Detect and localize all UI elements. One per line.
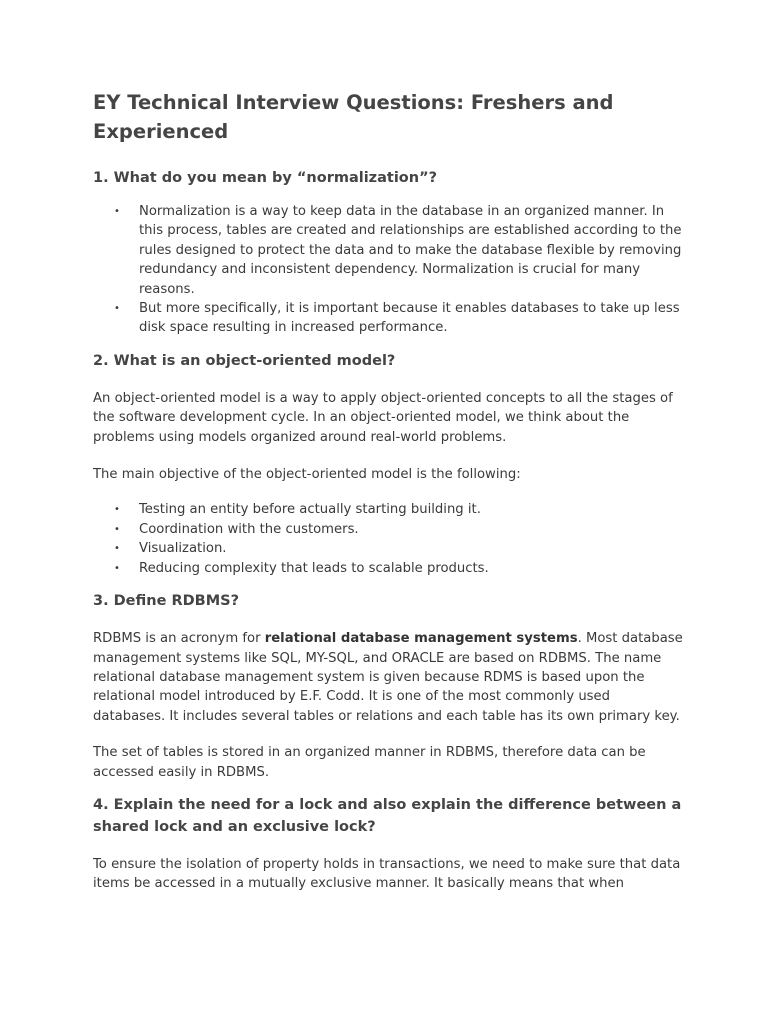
list-item-text: Visualization. xyxy=(139,541,227,557)
list-item-text: But more specifically, it is important because it enables databases to take up less disk space resulting in increased performance. xyxy=(139,301,680,336)
question-4-paragraph: To ensure the isolation of property holds in transactions, we need to make sure that data items be accessed in a mutually exclusive manner. It basically means that when xyxy=(93,856,681,892)
question-2-heading: 2. What is an object-oriented model? xyxy=(93,352,396,369)
list-item-text: Reducing complexity that leads to scalable products. xyxy=(139,560,489,576)
question-3-paragraph-2: The set of tables is stored in an organized manner in RDBMS, therefore data can be accessed easily in RDBMS. xyxy=(93,745,646,780)
paragraph-text: . Most database management systems like SQL, MY-SQL, and ORACLE are based on RDBMS. The name relational database management system is given because RDMS is based upon the relational model introduced by E.F. Codd. It is one of the most commonly used databases. It includes several tables or relations and each table has its own primary key. xyxy=(93,631,683,724)
bullet-icon: • xyxy=(114,303,120,315)
question-2-bullet-list xyxy=(93,500,683,578)
bullet-icon: • xyxy=(114,543,120,555)
bullet-icon: • xyxy=(114,206,120,217)
question-2-intro: The main objective of the object-oriented model is the following: xyxy=(93,467,521,483)
list-item xyxy=(93,202,683,299)
question-3-heading: 3. Define RDBMS? xyxy=(93,593,240,610)
bullet-icon: • xyxy=(114,523,120,535)
list-item-text: Testing an entity before actually starting building it. xyxy=(139,502,481,518)
paragraph-text: RDBMS is an acronym for xyxy=(93,631,265,647)
question-3-paragraph xyxy=(93,629,683,726)
list-item xyxy=(93,299,683,338)
list-item-text: Coordination with the customers. xyxy=(139,521,359,537)
bullet-icon: • xyxy=(114,562,120,574)
question-4-heading: 4. Explain the need for a lock and also explain the difference between a shared lock and an exclusive lock? xyxy=(93,796,682,835)
list-item xyxy=(93,539,683,558)
page-title: EY Technical Interview Questions: Freshers and Experienced xyxy=(93,91,614,143)
list-item-text: Normalization is a way to keep data in the database in an organized manner. In this process, tables are created and relationships are established according to the rules designed to protect the data and to make the database flexible by removing redundancy and inconsistent dependency. Normalization is crucial for many reasons. xyxy=(139,204,682,297)
list-item xyxy=(93,500,683,519)
bullet-icon: • xyxy=(114,504,120,516)
question-2-paragraph: An object-oriented model is a way to apply object-oriented concepts to all the stages of the software development cycle. In an object-oriented model, we think about the problems using models organized around real-world problems. xyxy=(93,390,673,445)
question-1-heading: 1. What do you mean by “normalization”? xyxy=(93,170,438,186)
list-item xyxy=(93,520,683,539)
document-page xyxy=(93,88,683,894)
question-1-bullet-list xyxy=(93,202,683,338)
bold-term: relational database management systems xyxy=(264,631,578,647)
list-item xyxy=(93,559,683,578)
